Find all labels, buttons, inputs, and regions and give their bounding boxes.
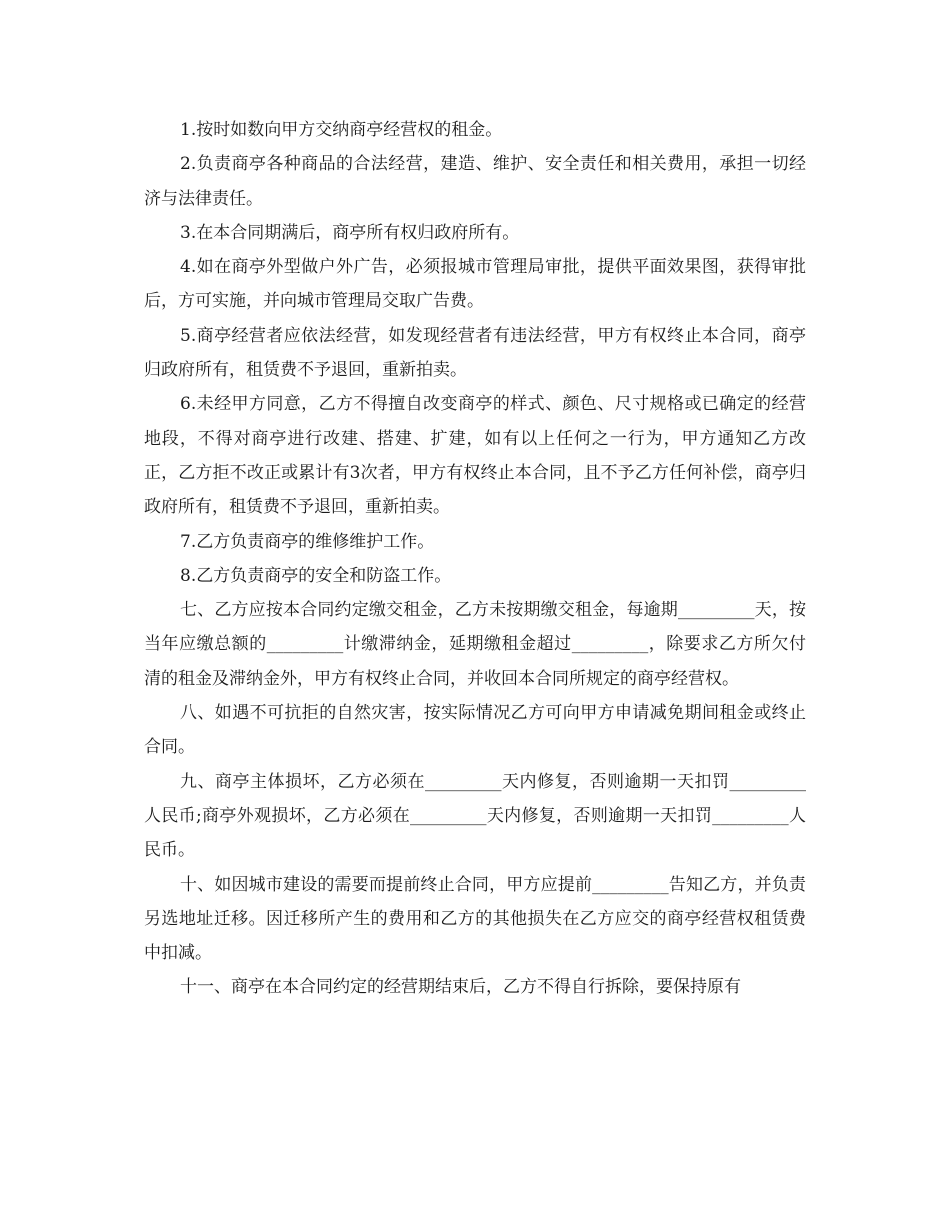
clause-paragraph: 5.商亭经营者应依法经营，如发现经营者有违法经营，甲方有权终止本合同，商亭归政府所有，租赁费不予退回，重新拍卖。 — [144, 325, 806, 381]
section-ten-paragraph: 十、如因城市建设的需要而提前终止合同，甲方应提前_________告知乙方，并负责另选地址迁移。因迁移所产生的费用和乙方的其他损失在乙方应交的商亭经营权租赁费中扣减。 — [144, 874, 806, 964]
section-eight-paragraph: 八、如遇不可抗拒的自然灾害，按实际情况乙方可向甲方申请减免期间租金或终止合同。 — [144, 703, 806, 758]
clause-paragraph: 4.如在商亭外型做户外广告，必须报城市管理局审批，提供平面效果图，获得审批后，方可实施，并向城市管理局交取广告费。 — [144, 257, 806, 312]
section-nine-paragraph: 九、商亭主体损坏，乙方必须在_________天内修复，否则逾期一天扣罚_________人民币;商亭外观损坏，乙方必须在_________天内修复，否则逾期一天扣罚_________人民币。 — [144, 771, 806, 861]
clause-paragraph: 7.乙方负责商亭的维修维护工作。 — [180, 531, 435, 552]
clause-paragraph: 8.乙方负责商亭的安全和防盗工作。 — [180, 565, 452, 586]
clause-paragraph: 6.未经甲方同意，乙方不得擅自改变商亭的样式、颜色、尺寸规格或已确定的经营地段，不得对商亭进行改建、搭建、扩建，如有以上任何之一行为，甲方通知乙方改正，乙方拒不改正或累计有3次者，甲方有权终止本合同，且不予乙方任何补偿，商亭归政府所有，租赁费不予退回，重新拍卖。 — [144, 394, 806, 518]
section-seven-paragraph: 七、乙方应按本合同约定缴交租金，乙方未按期缴交租金，每逾期_________天，按当年应缴总额的_________计缴滞纳金，延期缴租金超过_________，除要求乙方所欠付清的租金及滞纳金外，甲方有权终止合同，并收回本合同所规定的商亭经营权。 — [144, 600, 806, 689]
clause-paragraph: 3.在本合同期满后，商亭所有权归政府所有。 — [180, 222, 520, 243]
clause-paragraph: 1.按时如数向甲方交纳商亭经营权的租金。 — [180, 120, 503, 140]
section-eleven-paragraph: 十一、商亭在本合同约定的经营期结束后，乙方不得自行拆除，要保持原有 — [180, 977, 741, 998]
clause-paragraph: 2.负责商亭各种商品的合法经营，建造、维护、安全责任和相关费用，承担一切经济与法律责任。 — [144, 154, 806, 209]
document-body — [144, 113, 806, 1005]
